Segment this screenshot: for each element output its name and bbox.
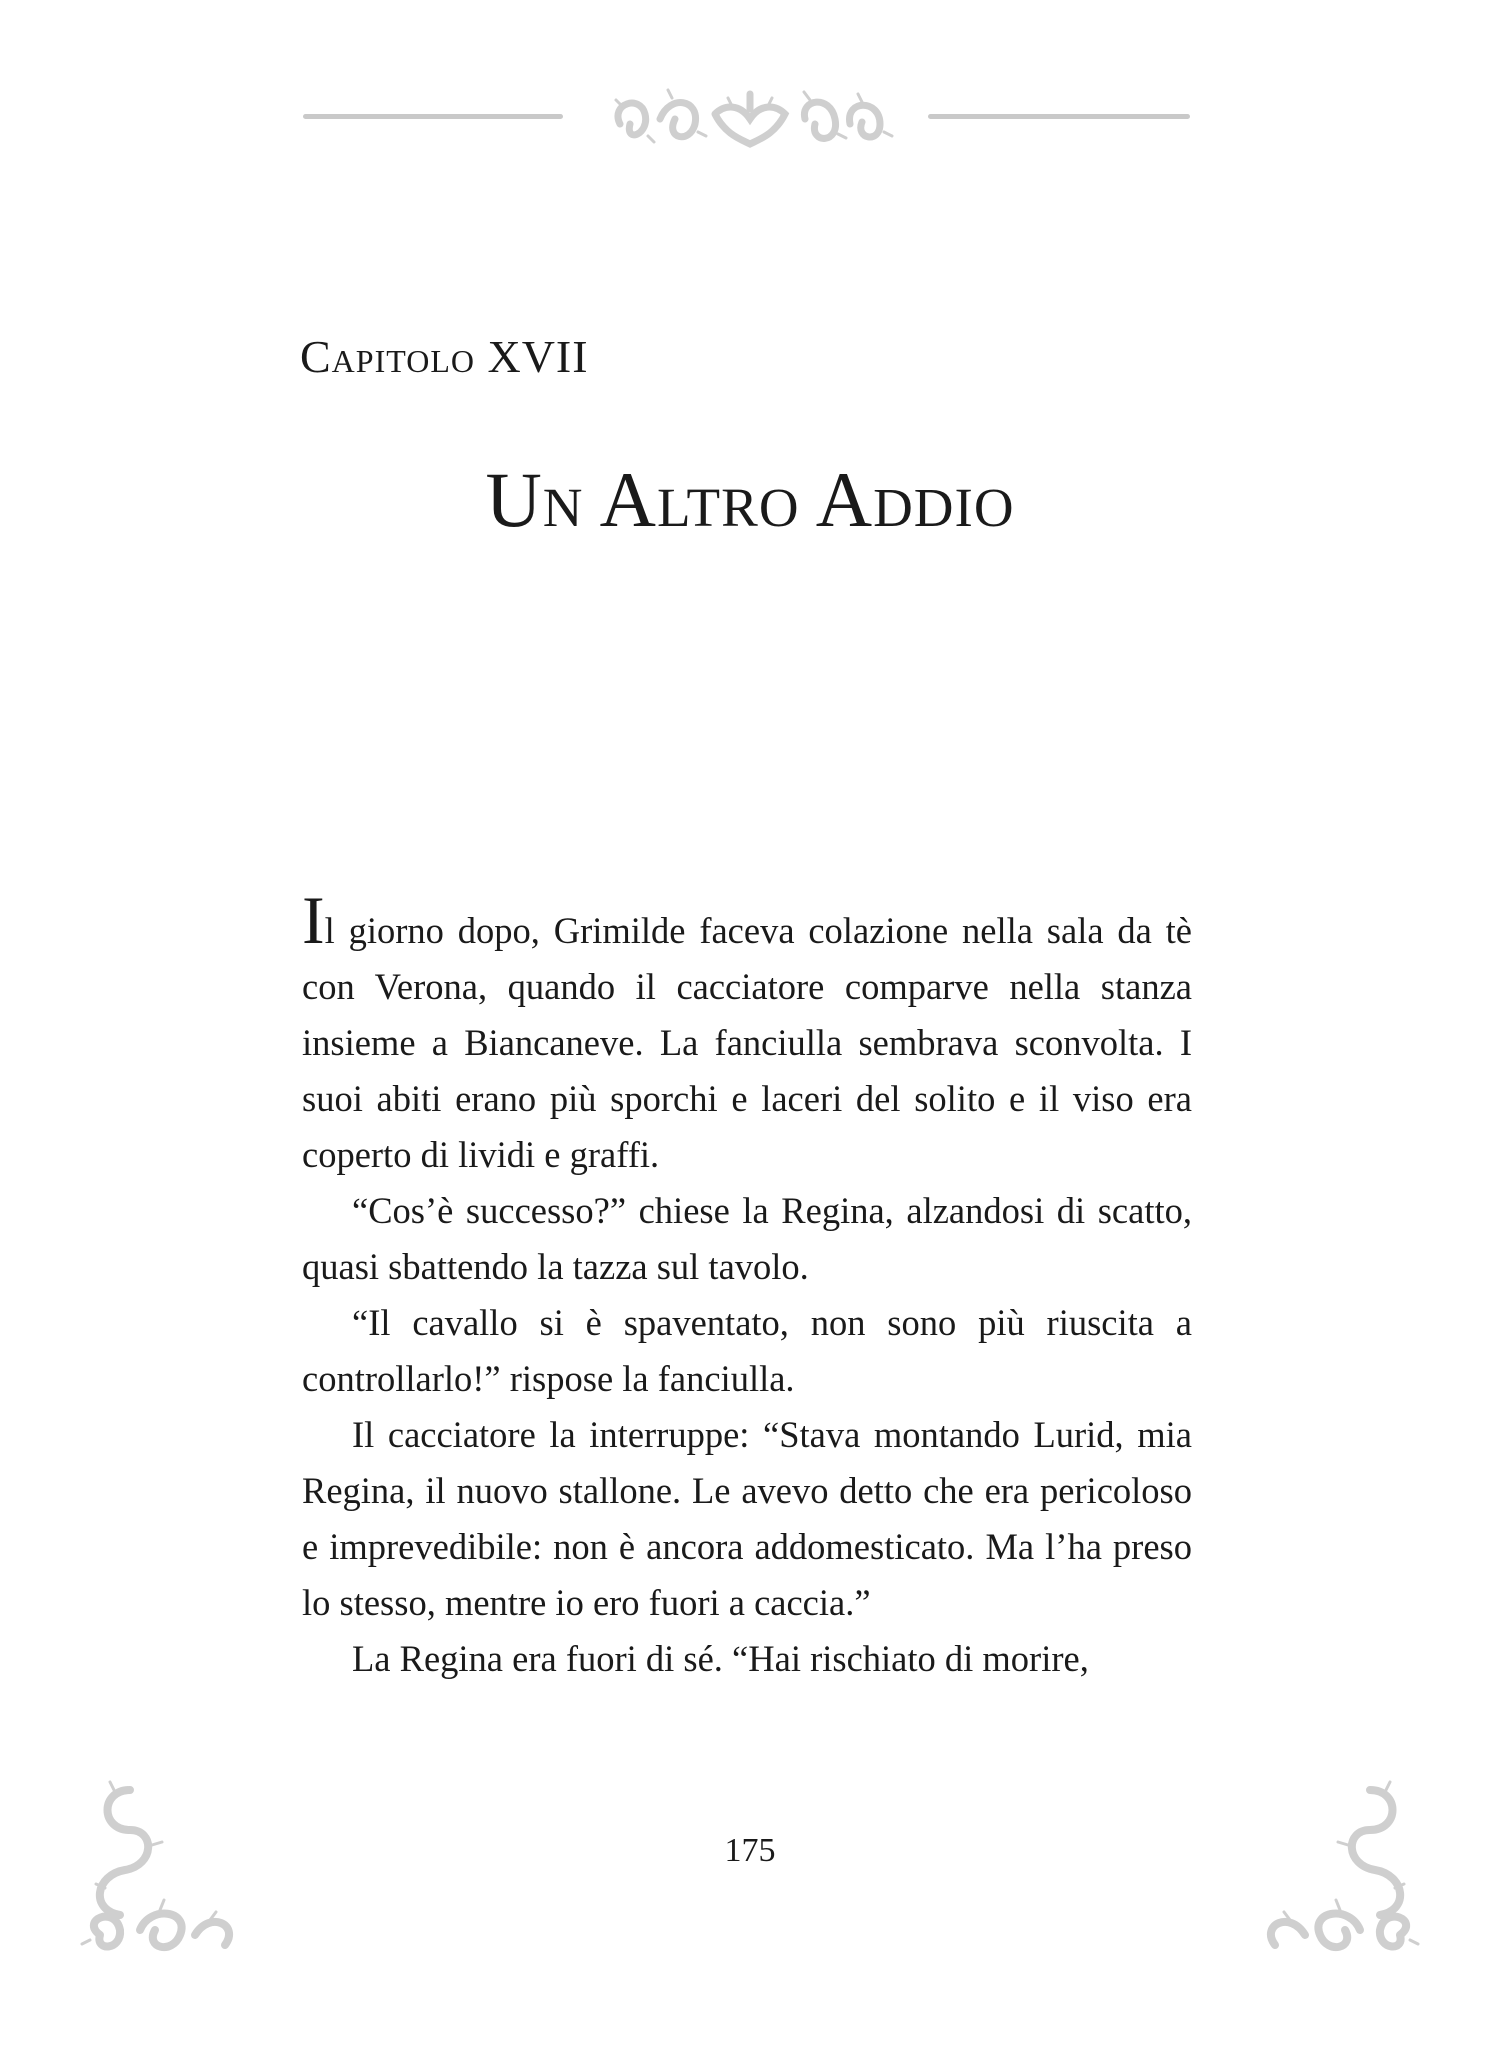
page-number: 175	[724, 1832, 776, 1869]
paragraph-text: l giorno dopo, Grimilde faceva colazione nella sala da tè con Verona, quando il cacciatore comparve nella stanza insieme a Biancaneve. La fanciulla sembrava sconvolta. I suoi abiti erano più sporchi e laceri del solito e il viso era coperto di lividi e graffi.	[302, 910, 1192, 1175]
paragraph	[302, 882, 1192, 1183]
chapter-label: Capitolo XVII	[300, 331, 589, 382]
thorny-vine-ornament-icon	[600, 74, 900, 164]
thorny-vine-corner-ornament-icon	[1240, 1770, 1440, 1970]
paragraph: “Il cavallo si è spaventato, non sono più riuscita a controllarlo!” rispose la fanciulla.	[302, 1302, 1192, 1399]
header-rule-left	[303, 114, 563, 119]
paragraph: “Cos’è successo?” chiese la Regina, alzandosi di scatto, quasi sbattendo la tazza sul tavolo.	[302, 1190, 1192, 1287]
paragraph: La Regina era fuori di sé. “Hai rischiato di morire,	[352, 1638, 1089, 1679]
header-rule-right	[928, 114, 1190, 119]
drop-cap: I	[302, 882, 325, 958]
chapter-body	[302, 882, 1192, 1687]
thorny-vine-corner-ornament-icon	[60, 1770, 260, 1970]
chapter-title: Un Altro Addio	[485, 456, 1015, 543]
paragraph: Il cacciatore la interruppe: “Stava montando Lurid, mia Regina, il nuovo stallone. Le avevo detto che era pericoloso e imprevedibile: non è ancora addomesticato. Ma l’ha preso lo stesso, mentre io ero fuori a caccia.”	[302, 1414, 1192, 1623]
